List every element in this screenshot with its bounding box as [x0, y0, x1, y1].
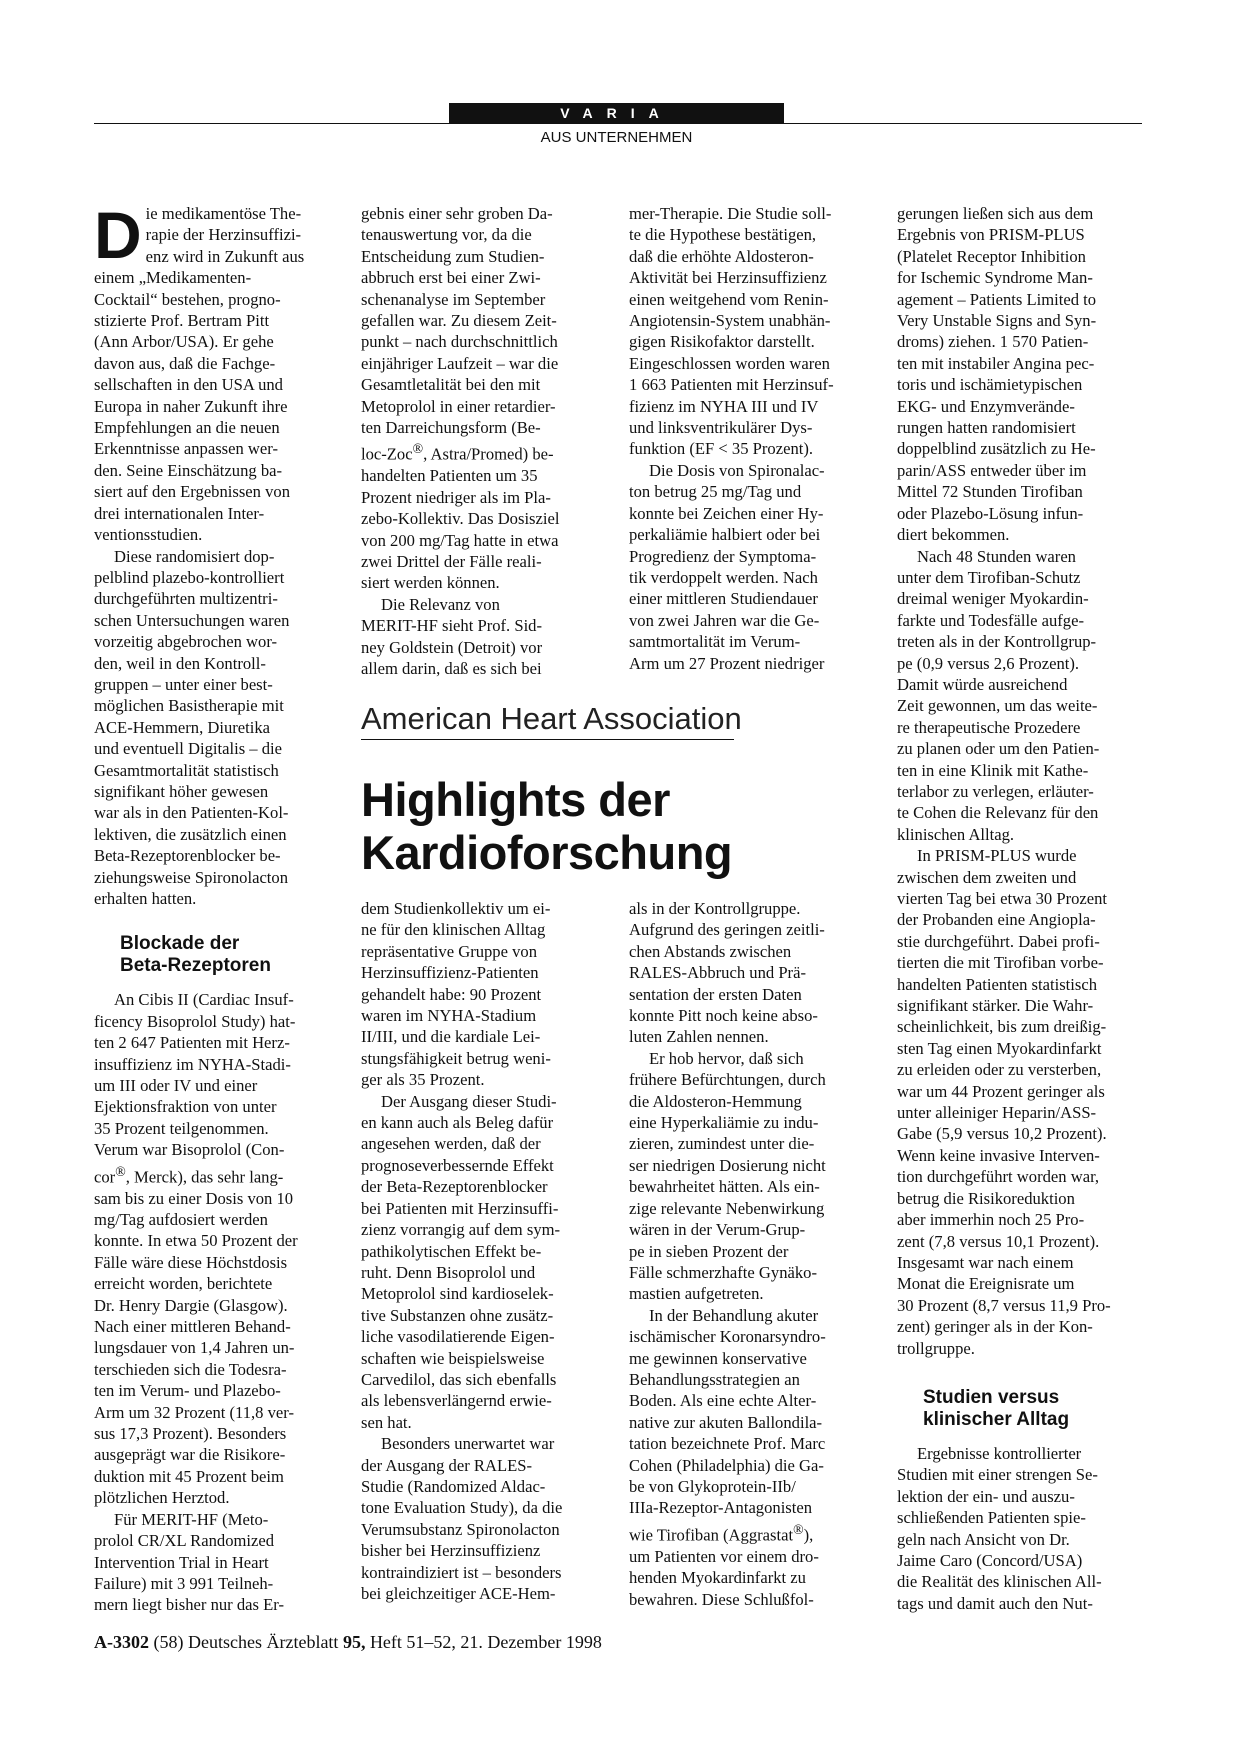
subsection-label: AUS UNTERNEHMEN [540, 129, 693, 146]
paragraph: Der Ausgang dieser Studi- en kann auch als Beleg dafür angesehen werden, daß der prognoseverbessernde Effekt der Beta-Rezeptorenblocker bei Patienten mit Herzinsuffi- zienz vorrangig auf dem sym- pathikolytischen Effekt be- ruht. Denn Bisoprolol und Metoprolol sind kardioselek- tive Substanzen ohne zusätz- liche vasodilatierende Eigen- schaften wie beispielsweise Carvedilol, das sich ebenfalls als lebensverlängernd erwie- sen hat. [361, 1091, 561, 1432]
paragraph: Er hob hervor, daß sich frühere Befürchtungen, durch die Aldosteron-Hemmung eine Hyperkaliämie zu indu- zieren, zumindest unter die- ser niedrigen Dosierung nicht bewahrheitet hätten. Als ein- zige relevante Nebenwirkung wären in der Verum-Grup- pe in sieben Prozent der Fälle schmerzhafte Gynäko- mastien aufgetreten. [629, 1048, 826, 1304]
drop-cap: D [94, 198, 142, 272]
paragraph: Die Dosis von Spironalac- ton betrug 25 mg/Tag und konnte bei Zeichen einer Hy- perkaliämie halbiert oder bei Progredienz der Symptoma- tik verdoppelt werden. Nach einer mittleren Studiendauer von zwei Jahren war die Ge- samtmortalität im Verum- Arm um 27 Prozent niedriger [629, 460, 825, 673]
paragraph: In PRISM-PLUS wurde zwischen dem zweiten und vierten Tag bei etwa 30 Prozent der Probanden eine Angiopla- stie durchgeführt. Dabei profi- tierten die mit Tirofiban vorbe- handelten Patienten statistisch signifikant stärker. Die Wahr- scheinlichkeit, bis zum dreißig- sten Tag einen Myokardinfarkt zu erleiden oder zu versterben, war um 44 Prozent geringer als unter alleiniger Heparin/ASS- Gabe (5,9 versus 10,2 Prozent). Wenn keine invasive Interven- tion durchgeführt worden war, betrug die Risikoreduktion aber immerhin noch 25 Pro- zent (7,8 versus 10,1 Prozent). Insgesamt war nach einem Monat die Ereignisrate um 30 Prozent (8,7 versus 11,9 Pro- zent) geringer als in der Kon- trollgruppe. [897, 846, 1111, 1358]
paragraph: gerungen ließen sich aus dem Ergebnis von PRISM-PLUS (Platelet Receptor Inhibition for Ischemic Syndrome Man- agement – Patients Limited to Very Unstable Signs and Syn- droms) ziehen. 1 570 Patien- ten mit instabiler Angina pec- toris und ischämietypischen EKG- und Enzymverände- rungen hatten randomisiert doppelblind zusätzlich zu He- parin/ASS entweder über im Mittel 72 Stunden Tirofiban oder Plazebo-Lösung infun- diert bekommen. [897, 204, 1097, 545]
paragraph: Diese randomisiert dop- pelblind plazebo-kontrolliert durchgeführten multizentri- schen Untersuchungen waren vorzeitig abgebrochen wor- den, weil in den Kontroll- gruppen – unter einer best- möglichen Basistherapie mit ACE-Hemmern, Diuretika und eventuell Digitalis – die Gesamtmortalität statistisch signifikant höher gewesen war als in den Patienten-Kol- lektiven, die zusätzlich einen Beta-Rezeptorenblocker be- ziehungsweise Spironolacton erhalten hatten. [94, 546, 290, 908]
paragraph: Nach 48 Stunden waren unter dem Tirofiban-Schutz dreimal weniger Myokardin- farkte und Todesfälle aufge- treten als in der Kontrollgrup- pe (0,9 versus 2,6 Prozent). Damit würde ausreichend Zeit gewonnen, um das weite- re therapeutische Prozedere zu planen oder um den Patien- ten in eine Klinik mit Kathe- terlabor zu verlegen, erläuter- te Cohen die Relevanz für den klinischen Alltag. [897, 546, 1100, 844]
paragraph: Die Relevanz von MERIT-HF sieht Prof. Sid- ney Goldstein (Detroit) vor allem darin, daß es sich bei [361, 594, 543, 679]
header-rule [94, 123, 1142, 124]
column-1 [94, 198, 332, 1616]
article-title [361, 773, 761, 879]
column-2-top [361, 203, 601, 679]
column-2-bottom [361, 898, 601, 1604]
article-kicker: American Heart Association [361, 699, 734, 740]
paragraph: Für MERIT-HF (Meto- prolol CR/XL Randomized Intervention Trial in Heart Failure) mit 3 991 Teilneh- mern liegt bisher nur das Er- [94, 1509, 284, 1615]
column-3-top [629, 203, 869, 674]
paragraph: Besonders unerwartet war der Ausgang der RALES- Studie (Randomized Aldac- tone Evaluation Study), da die Verumsubstanz Spironolacton bisher bei Herzinsuffizienz kontraindiziert ist – besonders bei gleichzeitiger ACE-Hem- [361, 1434, 563, 1603]
paragraph: mer-Therapie. Die Studie soll- te die Hypothese bestätigen, daß die erhöhte Aldosteron- Aktivität bei Herzinsuffizienz einen weitgehend vom Renin- Angiotensin-System unabhän- gigen Risikofaktor darstellt. Eingeschlossen worden waren 1 663 Patienten mit Herzinsuf- fizienz im NYHA III und IV und linksventrikulärer Dys- funktion (EF < 35 Prozent). [629, 204, 834, 459]
intro-paragraph: Die medikamentöse The- rapie der Herzinsuffizi- enz wird in Zukunft aus einem „Medikamenten- Cocktail“ bestehen, progno- stizierte Prof. Bertram Pitt (Ann Arbor/USA). Er gehe davon aus, daß die Fachge- sellschaften in den USA und Europa in naher Zukunft ihre Empfehlungen an die neuen Erkenntnisse anpassen wer- den. Seine Einschätzung ba- siert auf den Ergebnissen von drei internationalen Inter- ventionsstudien. [94, 198, 305, 545]
page-number: A-3302 [94, 1632, 149, 1652]
footer-issue: Heft 51–52, 21. Dezember 1998 [369, 1632, 602, 1652]
subheading-beta-blocker: Blockade der Beta-Rezeptoren [120, 933, 271, 977]
paragraph: An Cibis II (Cardiac Insuf- ficency Bisoprolol Study) hat- ten 2 647 Patienten mit Herz- insuffizienz im NYHA-Stadi- um III oder IV und einer Ejektionsfraktion von unter 35 Prozent teilgenommen. Verum war Bisoprolol (Con- cor®, Merck), das sehr lang- sam bis zu einer Dosis von 10 mg/Tag aufdosiert werden konnte. In etwa 50 Prozent der Fälle wäre diese Höchstdosis erreicht worden, berichtete Dr. Henry Dargie (Glasgow). Nach einer mittleren Behand- lungsdauer von 1,4 Jahren un- terschieden sich die Todesra- ten im Verum- und Plazebo- Arm um 32 Prozent (11,8 ver- sus 17,3 Prozent). Besonders ausgeprägt war die Risikore- duktion mit 45 Prozent beim plötzlichen Herztod. [94, 990, 298, 1508]
subheading-studies: Studien versus klinischer Alltag [923, 1386, 1070, 1430]
title-line-1: Highlights der [361, 773, 670, 826]
paragraph: dem Studienkollektiv um ei- ne für den klinischen Alltag repräsentative Gruppe von Herzinsuffizienz-Patienten gehandelt habe: 90 Prozent waren im NYHA-Stadium II/III, und die kardiale Lei- stungsfähigkeit betrug weni- ger als 35 Prozent. [361, 899, 551, 1090]
paragraph: In der Behandlung akuter ischämischer Koronarsyndro- me gewinnen konservative Behandlungsstrategien an Boden. Als eine echte Alter- native zur akuten Ballondila- tation bezeichnete Prof. Marc Cohen (Philadelphia) die Ga- be von Glykoprotein-IIb/ IIIa-Rezeptor-Antagonisten wie Tirofiban (Aggrastat®), um Patienten vor einem dro- henden Myokardinfarkt zu bewahren. Diese Schlußfol- [629, 1305, 826, 1609]
paragraph: als in der Kontrollgruppe. Aufgrund des geringen zeitli- chen Abstands zwischen RALES-Abbruch und Prä- sentation der ersten Daten konnte Pitt noch keine abso- luten Zahlen nennen. [629, 899, 825, 1047]
section-label: VARIA [449, 103, 784, 123]
paragraph: Ergebnisse kontrollierter Studien mit einer strengen Se- lektion der ein- und auszu- schließenden Patienten spie- geln nach Ansicht von Dr. Jaime Caro (Concord/USA) die Realität des klinischen All- tags und damit auch den Nut- [897, 1443, 1102, 1613]
title-line-2: Kardioforschung [361, 826, 733, 879]
page-footer [94, 1632, 602, 1653]
paragraph: gebnis einer sehr groben Da- tenauswertung vor, da die Entscheidung zum Studien- abbruch erst bei einer Zwi- schenanalyse im September gefallen war. Zu diesem Zeit- punkt – nach durchschnittlich einjähriger Laufzeit – war die Gesamtletalität bei den mit Metoprolol in einer retardier- ten Darreichungsform (Be- loc-Zoc®, Astra/Promed) be- handelten Patienten um 35 Prozent niedriger als im Pla- zebo-Kollektiv. Das Dosisziel von 200 mg/Tag hatte in etwa zwei Drittel der Fälle reali- siert werden können. [361, 204, 560, 593]
column-4 [897, 203, 1142, 1614]
column-3-bottom [629, 898, 869, 1610]
footer-volume: 95, [342, 1632, 366, 1652]
footer-journal: (58) Deutsches Ärzteblatt [153, 1632, 339, 1652]
